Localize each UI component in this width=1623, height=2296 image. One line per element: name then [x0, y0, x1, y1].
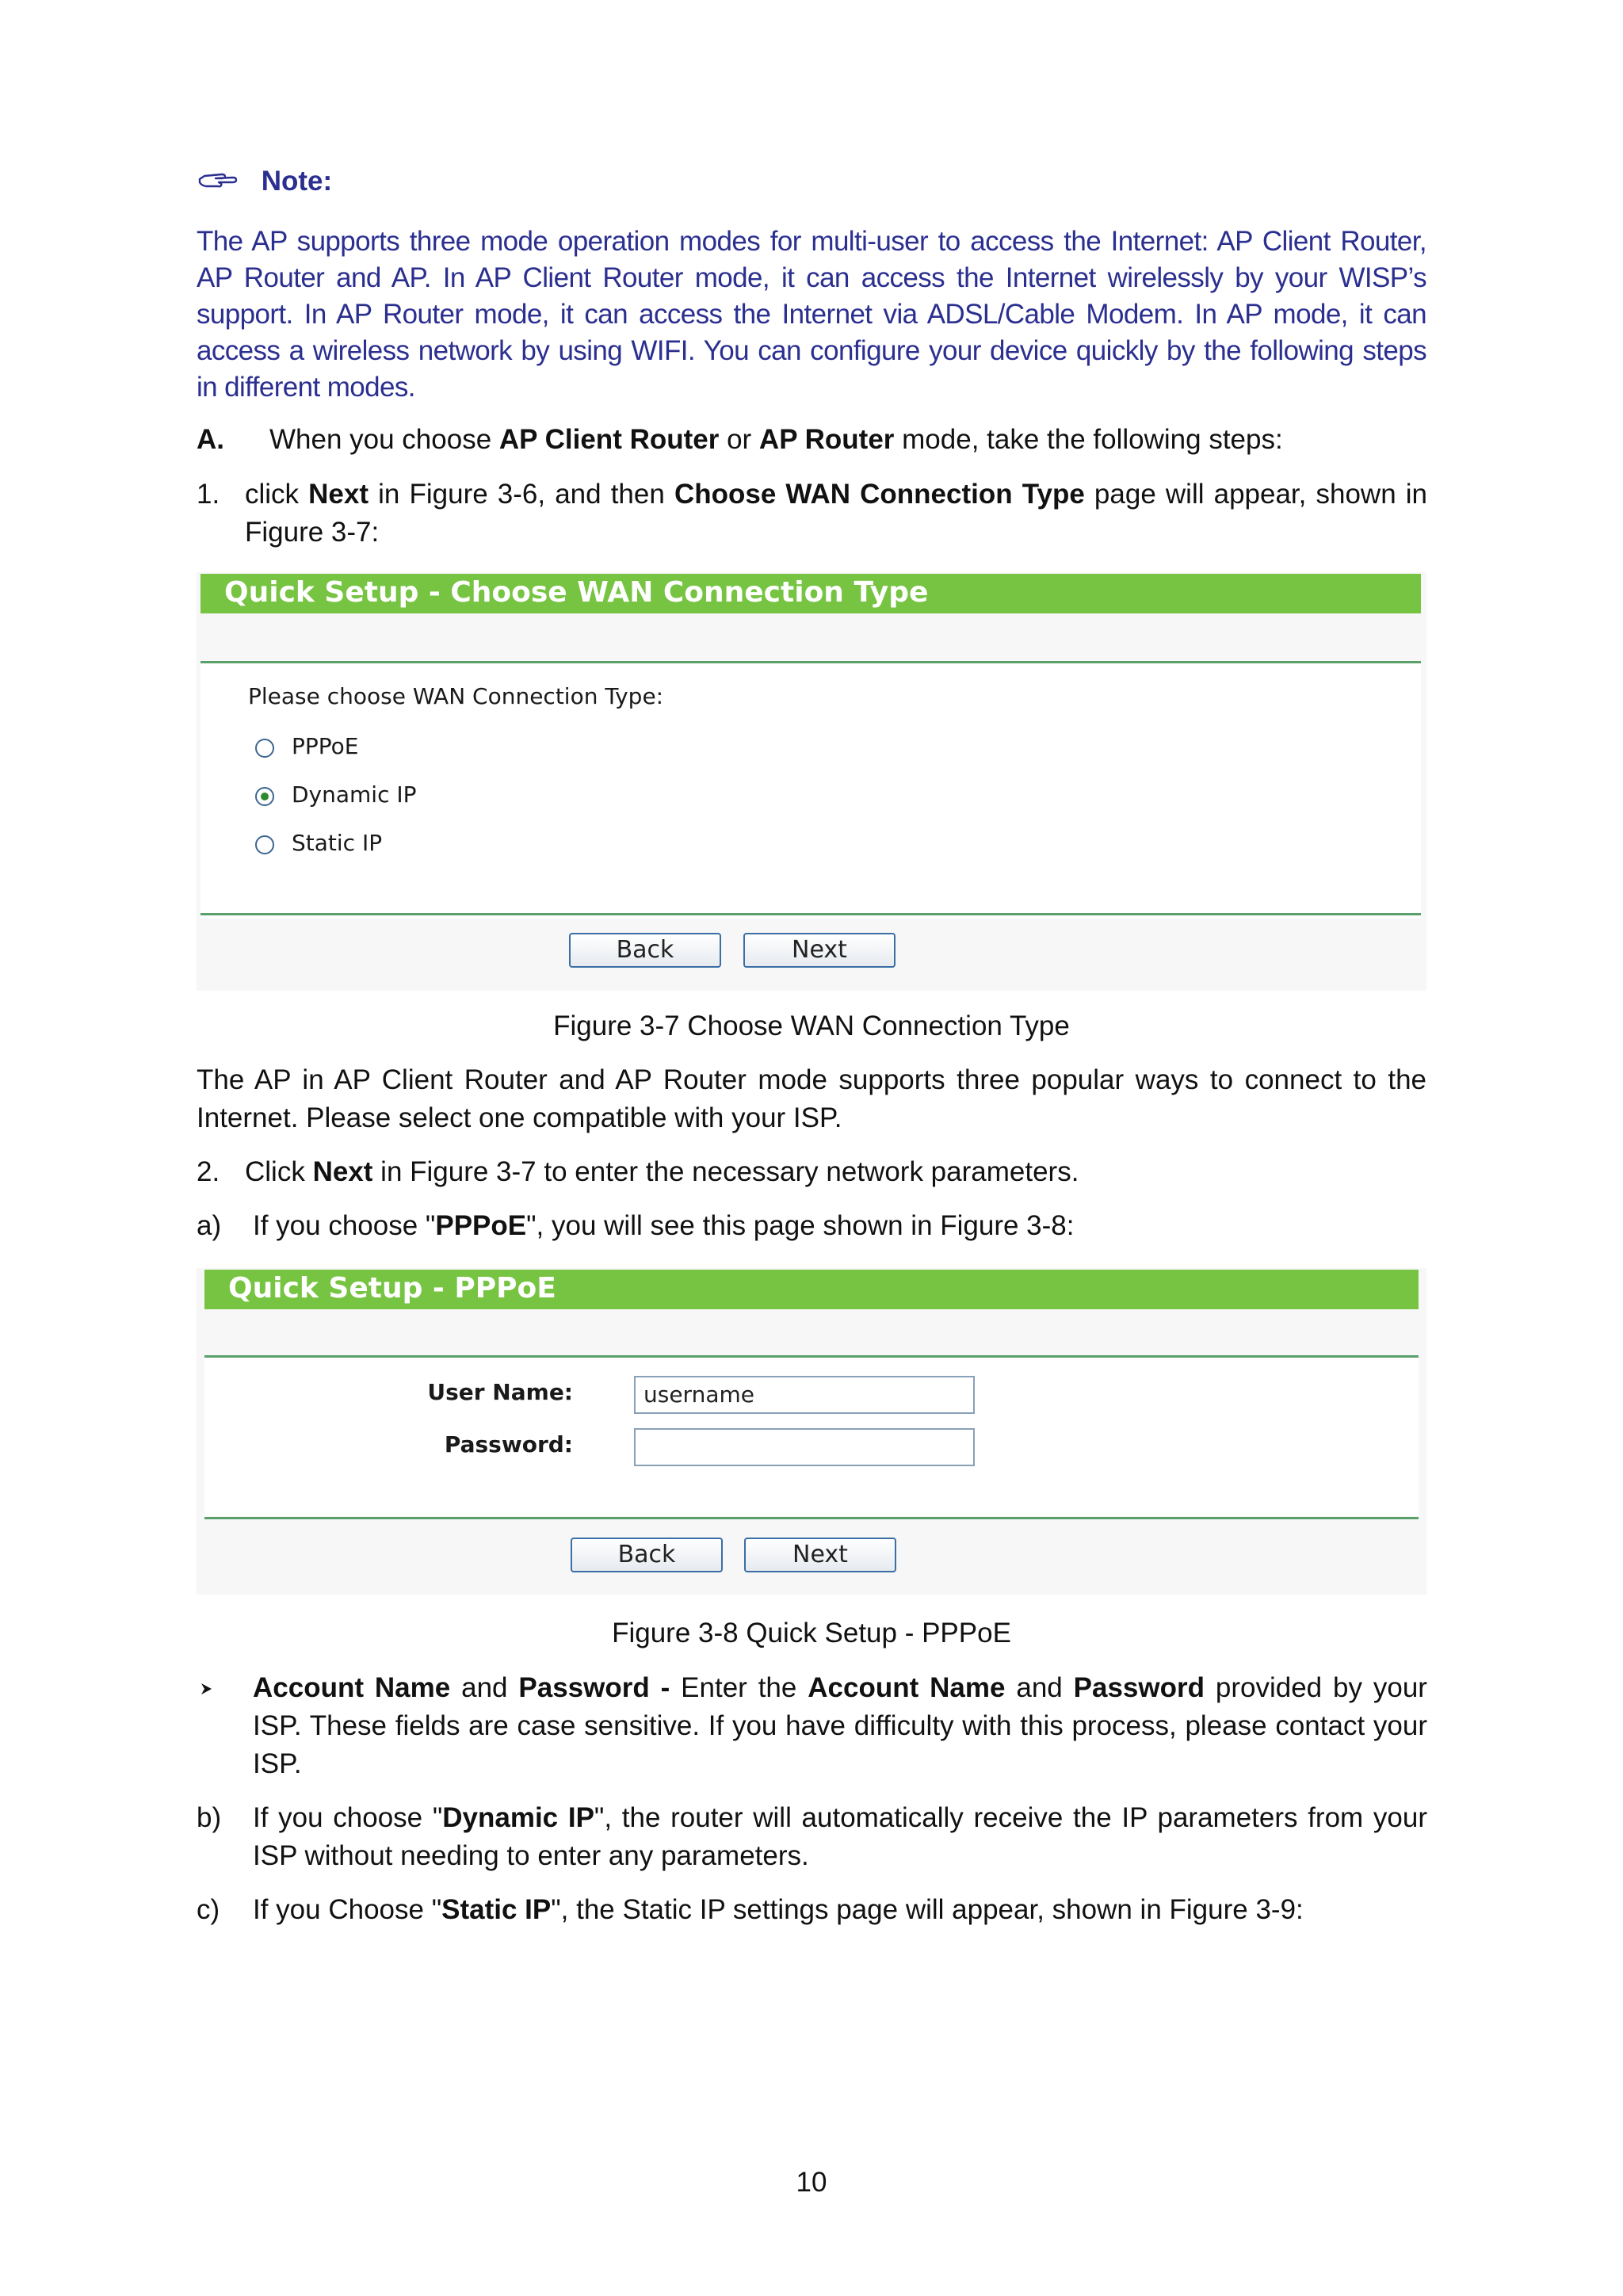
user-name-label: User Name: [427, 1379, 573, 1405]
section-a-mid: or [719, 424, 759, 455]
item-c-marker: c) [197, 1894, 220, 1925]
step-2-number: 2. [197, 1156, 220, 1187]
figure-3-8-divider-bottom [204, 1517, 1419, 1519]
bullet-b3: Account Name [808, 1672, 1006, 1703]
item-c-post: ", the Static IP settings page will appear, shown in Figure 3-9: [551, 1894, 1304, 1925]
figure-3-7-caption: Figure 3-7 Choose WAN Connection Type [553, 1010, 1070, 1041]
radio-dynamic-ip-label: Dynamic IP [292, 781, 417, 808]
step-1-b1: Next [308, 479, 369, 510]
bullet-t1: and [450, 1672, 519, 1703]
bullet-t2: Enter the [670, 1672, 808, 1703]
step-2-text [245, 1153, 1427, 1191]
radio-pppoe[interactable] [255, 739, 274, 758]
next-button[interactable]: Next [743, 933, 896, 968]
radio-dynamic-ip[interactable] [255, 787, 274, 806]
password-input[interactable] [634, 1428, 975, 1466]
radio-static-ip[interactable] [255, 835, 274, 854]
back-button[interactable]: Back [569, 933, 721, 968]
bullet-b4: Password [1073, 1672, 1205, 1703]
wan-type-prompt: Please choose WAN Connection Type: [248, 683, 664, 709]
item-a-b1: PPPoE [435, 1210, 527, 1241]
note-text: The AP supports three mode operation modes for multi-user to access the Internet: AP Client Router, AP Router and AP. In AP Client Router mode, it can access the Internet wirelessly by your WISP’s support. In AP Router mode, it can access the Internet via ADSL/Cable Modem. In AP mode, it can access a wireless network by using WIFI. You can configure your device quickly by the following steps in different modes. [197, 226, 1426, 403]
note-label: Note: [261, 166, 333, 197]
step-1-text [245, 476, 1427, 552]
item-a-marker: a) [197, 1210, 222, 1241]
page-number: 10 [796, 2167, 827, 2198]
bullet-b2: Password - [518, 1672, 670, 1703]
item-c-text [253, 1891, 1427, 1929]
item-b-b1: Dynamic IP [442, 1802, 594, 1833]
step-1-pre: click [245, 479, 309, 510]
figure-3-8-caption: Figure 3-8 Quick Setup - PPPoE [612, 1618, 1011, 1648]
bullet-t3: and [1005, 1672, 1074, 1703]
bullet-b1: Account Name [253, 1672, 451, 1703]
bullet-t4: provided by your ISP. These fields are case sensitive. If you have difficulty with this process, please contact your ISP. [253, 1672, 1427, 1779]
pointing-hand-icon [198, 164, 239, 202]
item-b-pre: If you choose " [253, 1802, 443, 1833]
item-c-b1: Static IP [441, 1894, 552, 1925]
section-a-post: mode, take the following steps: [894, 424, 1283, 455]
next-button[interactable]: Next [744, 1538, 896, 1572]
section-a [197, 421, 1433, 459]
ap-mode-paragraph: The AP in AP Client Router and AP Router mode supports three popular ways to connect to the Internet. Please select one compatible with your ISP. [197, 1064, 1426, 1133]
user-name-input[interactable]: username [634, 1376, 975, 1414]
item-b-text [253, 1799, 1427, 1875]
figure-3-8-title: Quick Setup - PPPoE [204, 1270, 1419, 1309]
account-password-bullet [253, 1669, 1427, 1783]
item-a-text [253, 1207, 1427, 1245]
item-c-pre: If you Choose " [253, 1894, 442, 1925]
section-a-marker: A. [197, 424, 224, 455]
step-1-mid: in Figure 3-6, and then [369, 479, 674, 510]
item-b-post: ", the router will automatically receive the IP parameters from your ISP without needing to enter any parameters. [253, 1802, 1427, 1871]
radio-pppoe-label: PPPoE [292, 733, 359, 759]
step-1-number: 1. [197, 479, 220, 510]
step-1-post: page will appear, shown in Figure 3-7: [245, 479, 1427, 548]
figure-3-7-divider-bottom [200, 913, 1421, 915]
note-header [198, 162, 332, 201]
radio-static-ip-label: Static IP [292, 830, 383, 856]
arrow-bullet-icon [198, 1680, 216, 1702]
section-a-b1: AP Client Router [498, 424, 720, 455]
figure-3-7-title: Quick Setup - Choose WAN Connection Type [200, 574, 1421, 613]
item-a-pre: If you choose " [253, 1210, 436, 1241]
figure-3-8 [197, 1268, 1426, 1595]
back-button[interactable]: Back [571, 1538, 723, 1572]
figure-3-7 [197, 572, 1426, 991]
step-1-b2: Choose WAN Connection Type [674, 479, 1085, 510]
step-2-b1: Next [312, 1156, 373, 1187]
step-2-pre: Click [245, 1156, 313, 1187]
item-a-post: ", you will see this page shown in Figure 3-8: [526, 1210, 1075, 1241]
section-a-pre: When you choose [269, 424, 499, 455]
item-b-marker: b) [197, 1802, 222, 1833]
password-label: Password: [444, 1431, 573, 1457]
step-2-post: in Figure 3-7 to enter the necessary network parameters. [372, 1156, 1079, 1187]
section-a-b2: AP Router [758, 424, 895, 455]
